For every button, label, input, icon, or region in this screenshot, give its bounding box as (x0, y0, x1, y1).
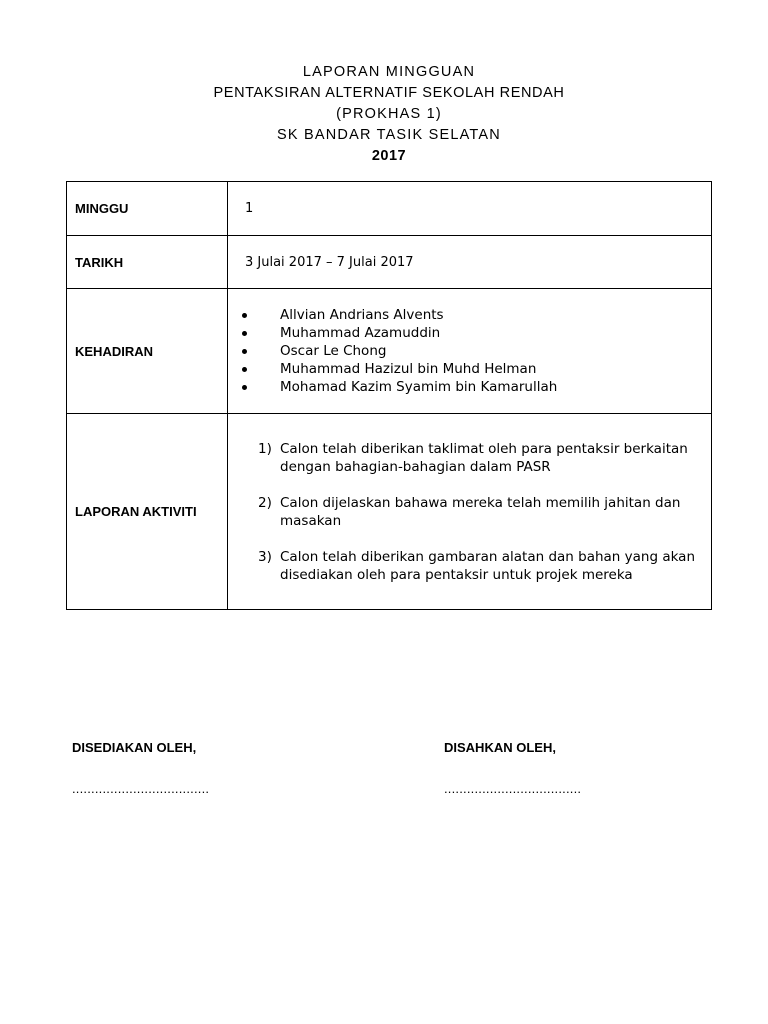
programme-name: (PROKHAS 1) (336, 106, 442, 122)
report-year: 2017 (371, 148, 407, 164)
activity-text: Calon telah diberikan gambaran alatan dan bahan yang akan disediakan oleh para pentaksir untuk projek mereka (280, 548, 696, 583)
item-number: 2) (258, 494, 272, 511)
approved-by-block (444, 740, 581, 796)
attendee-name: Mohamad Kazim Syamim bin Kamarullah (280, 379, 558, 395)
tarikh-label: TARIKH (67, 236, 228, 289)
item-number: 1) (258, 440, 272, 457)
item-number: 3) (258, 548, 272, 565)
table-row-kehadiran (67, 289, 712, 414)
prepared-by-block (72, 740, 209, 796)
laporan-aktiviti-cell (228, 414, 712, 610)
school-name: SK BANDAR TASIK SELATAN (277, 127, 501, 143)
kehadiran-cell (228, 289, 712, 414)
bullet-icon (242, 385, 247, 390)
list-item (242, 306, 711, 324)
tarikh-value: 3 Julai 2017 – 7 Julai 2017 (245, 254, 414, 270)
list-item (258, 494, 711, 530)
tarikh-cell (228, 236, 712, 289)
bullet-icon (242, 331, 247, 336)
prepared-by-signature-line: .................................... (72, 781, 210, 796)
list-item (258, 440, 711, 476)
attendee-list (228, 306, 711, 396)
table-row-laporan-aktiviti (67, 414, 712, 610)
list-item (242, 378, 711, 396)
bullet-icon (242, 349, 247, 354)
report-title: LAPORAN MINGGUAN (302, 64, 476, 80)
bullet-icon (242, 313, 247, 318)
attendee-name: Muhammad Azamuddin (280, 325, 441, 341)
report-table (66, 181, 712, 610)
attendee-name: Oscar Le Chong (280, 343, 387, 359)
list-item (242, 360, 711, 378)
minggu-value: 1 (245, 201, 254, 216)
prepared-by-label: DISEDIAKAN OLEH, (72, 740, 197, 755)
assessment-name: PENTAKSIRAN ALTERNATIF SEKOLAH RENDAH (213, 85, 565, 101)
activity-text: Calon telah diberikan taklimat oleh para pentaksir berkaitan dengan bahagian-bahagian dalam PASR (280, 440, 688, 475)
activity-list (228, 440, 711, 584)
activity-text: Calon dijelaskan bahawa mereka telah memilih jahitan dan masakan (280, 494, 681, 529)
attendee-name: Allvian Andrians Alvents (280, 307, 444, 323)
table-row-minggu (67, 182, 712, 236)
minggu-cell (228, 182, 712, 236)
list-item (242, 342, 711, 360)
minggu-label: MINGGU (67, 182, 228, 236)
approved-by-label: DISAHKAN OLEH, (444, 740, 556, 755)
laporan-aktiviti-label: LAPORAN AKTIVITI (67, 414, 228, 610)
table-row-tarikh (67, 236, 712, 289)
report-header (0, 62, 768, 167)
approved-by-signature-line: .................................... (444, 781, 582, 796)
bullet-icon (242, 367, 247, 372)
attendee-name: Muhammad Hazizul bin Muhd Helman (280, 361, 537, 377)
list-item (242, 324, 711, 342)
kehadiran-label: KEHADIRAN (67, 289, 228, 414)
list-item (258, 548, 711, 584)
